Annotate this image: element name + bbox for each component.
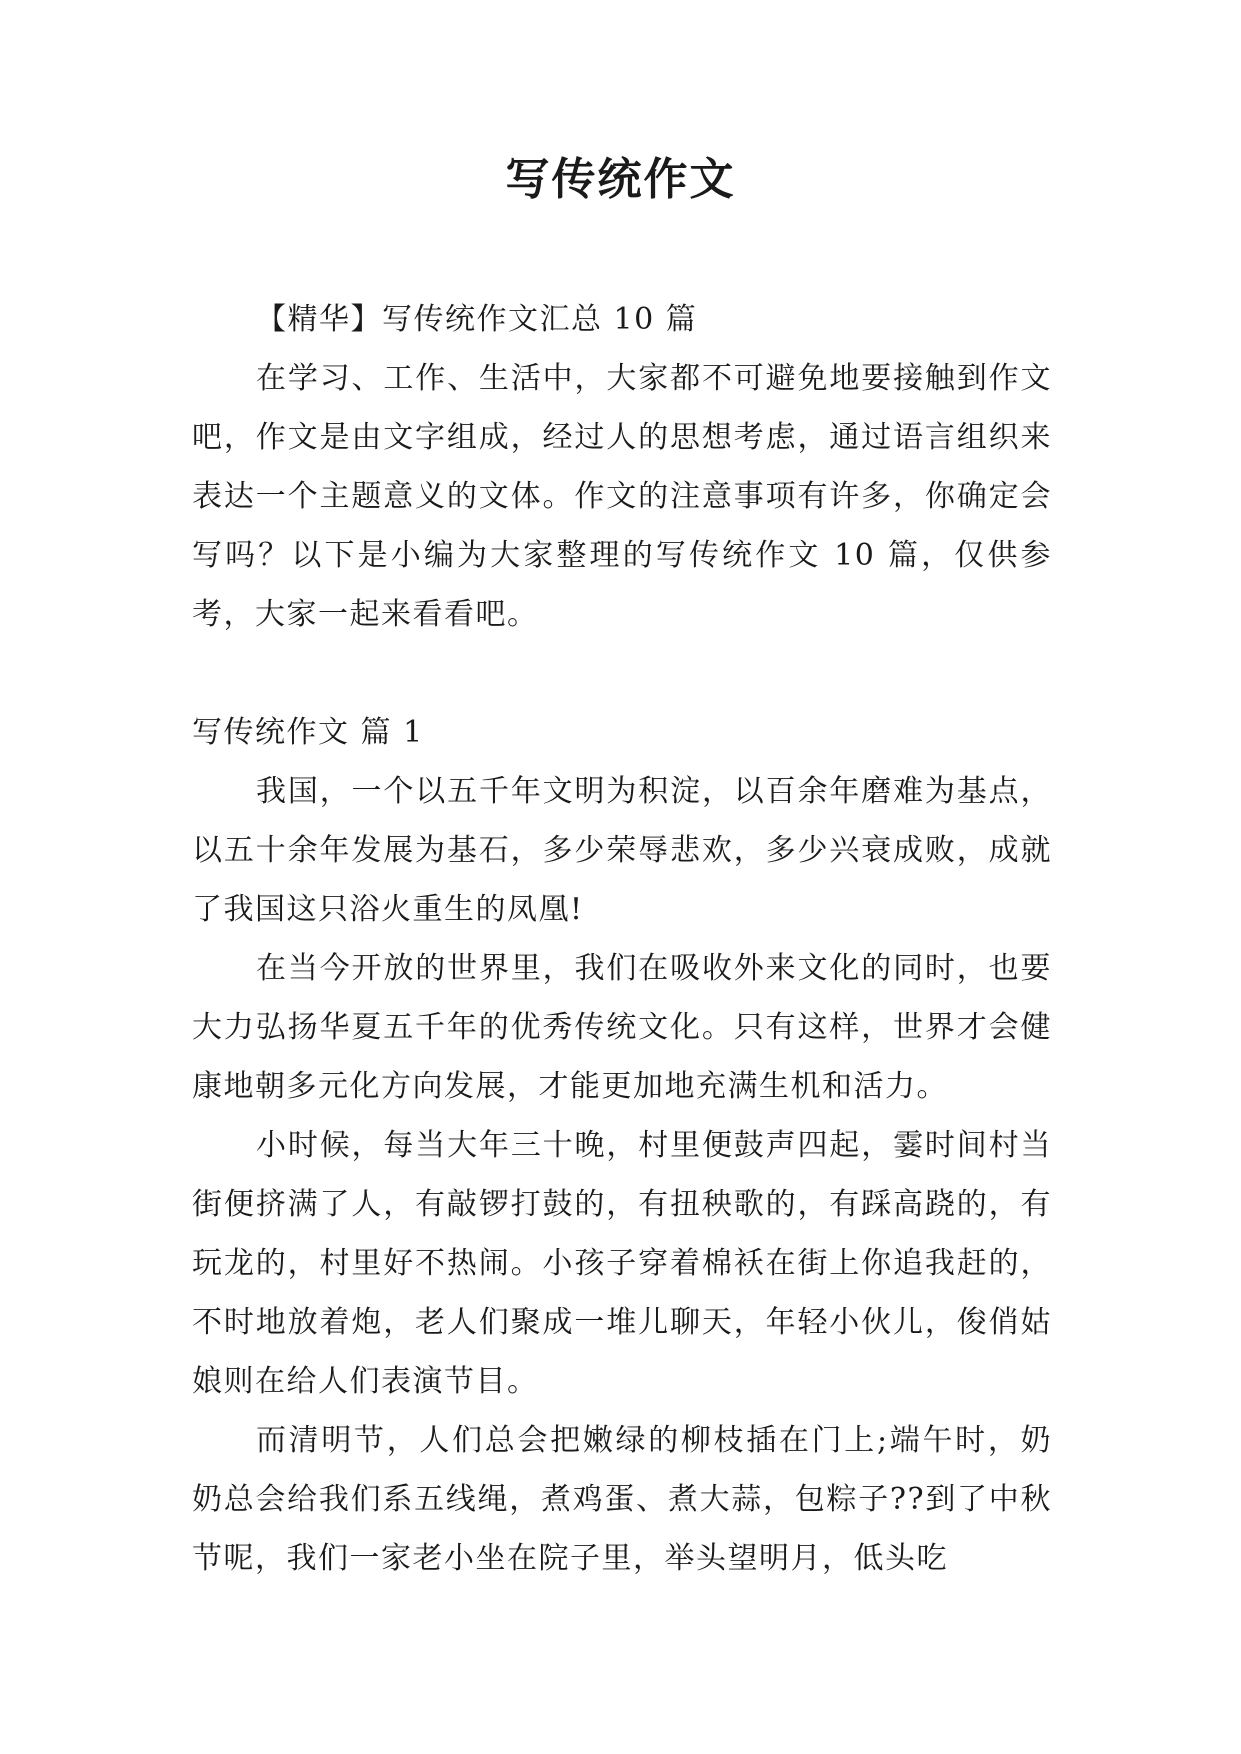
body-paragraph: 在当今开放的世界里，我们在吸收外来文化的同时，也要大力弘扬华夏五千年的优秀传统文化。只有这样，世界才会健康地朝多元化方向发展，才能更加地充满生机和活力。 <box>192 951 1052 1104</box>
document-body <box>192 290 1052 1588</box>
body-paragraph: 而清明节，人们总会把嫩绿的柳枝插在门上;端午时，奶奶总会给我们系五线绳，煮鸡蛋、煮大蒜，包粽子??到了中秋节呢，我们一家老小坐在院子里，举头望明月，低头吃 <box>192 1423 1052 1576</box>
document-subtitle: 【精华】写传统作文汇总 10 篇 <box>256 302 698 337</box>
intro-paragraph: 在学习、工作、生活中，大家都不可避免地要接触到作文吧，作文是由文字组成，经过人的思想考虑，通过语言组织来表达一个主题意义的文体。作文的注意事项有许多，你确定会写吗？以下是小编为大家整理的写传统作文 10 篇，仅供参考，大家一起来看看吧。 <box>192 361 1052 632</box>
body-paragraph: 小时候，每当大年三十晚，村里便鼓声四起，霎时间村当街便挤满了人，有敲锣打鼓的，有扭秧歌的，有踩高跷的，有玩龙的，村里好不热闹。小孩子穿着棉袄在街上你追我赶的，不时地放着炮，老人们聚成一堆儿聊天，年轻小伙儿，俊俏姑娘则在给人们表演节目。 <box>192 1128 1052 1399</box>
document-title: 写传统作文 <box>505 154 736 205</box>
body-paragraph: 我国，一个以五千年文明为积淀，以百余年磨难为基点，以五十余年发展为基石，多少荣辱悲欢，多少兴衰成败，成就了我国这只浴火重生的凤凰! <box>192 774 1052 927</box>
section-heading: 写传统作文 篇 1 <box>192 715 424 750</box>
